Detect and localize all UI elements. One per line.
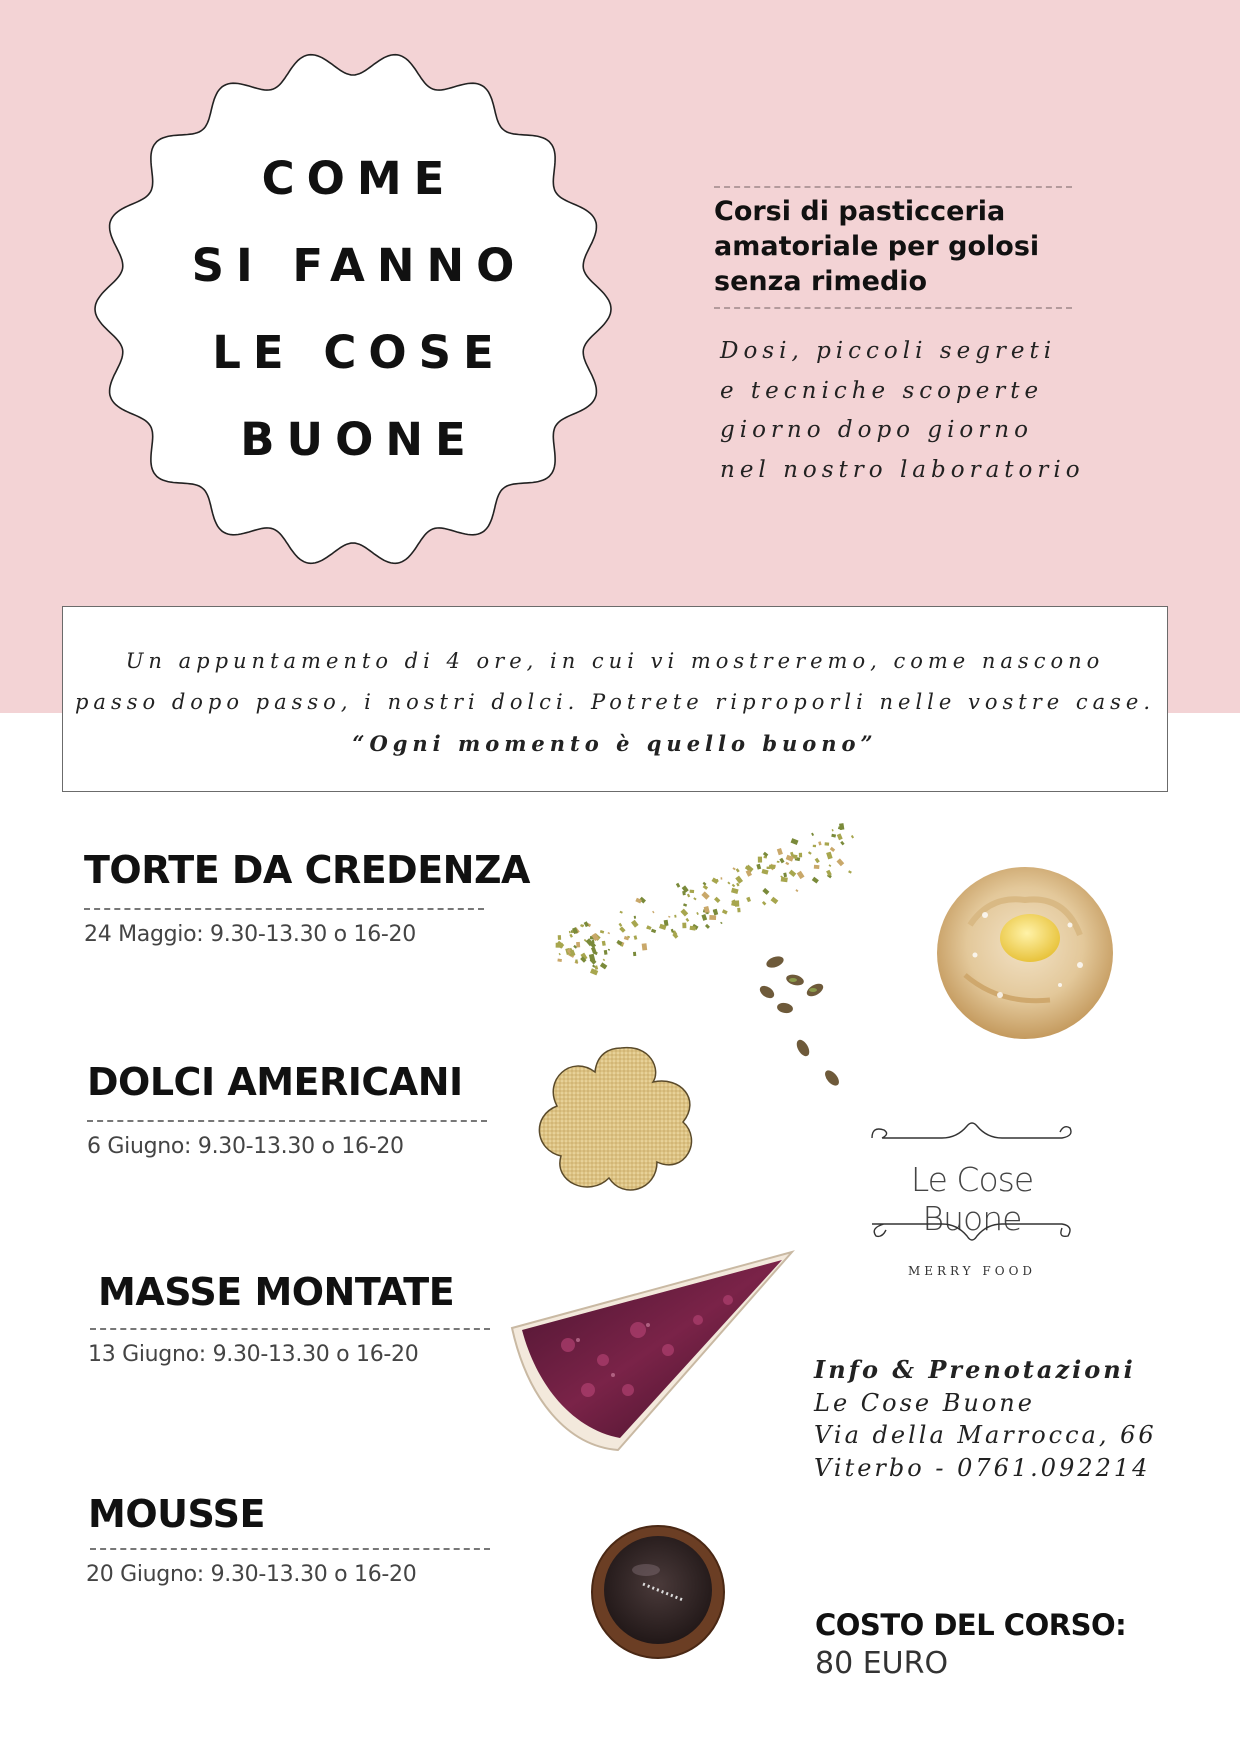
flower-cookie-image <box>533 1040 708 1200</box>
cheesecake-slice-image <box>508 1250 798 1460</box>
intro-quote: “Ogni momento è quello buono” <box>352 731 878 756</box>
tagline-block <box>714 186 1072 309</box>
sub-tagline-line-2: e tecniche scoperte <box>720 377 1044 404</box>
brand-logo <box>862 1110 1082 1290</box>
course-mousse <box>88 1492 493 1587</box>
info-block <box>814 1354 1174 1484</box>
sub-tagline-line-4: nel nostro laboratorio <box>720 456 1085 483</box>
logo-name: Le Cose Buone <box>910 1160 1034 1238</box>
hero-title <box>88 44 618 574</box>
intro-line-1: Un appuntamento di 4 ore, in cui vi mostreremo, come nascono <box>125 649 1105 673</box>
sub-tagline-line-3: giorno dopo giorno <box>720 417 1033 443</box>
course-date: 13 Giugno: 9.30-13.30 o 16-20 <box>88 1342 419 1367</box>
course-date: 24 Maggio: 9.30-13.30 o 16-20 <box>84 922 416 947</box>
course-divider <box>90 1548 490 1550</box>
hero-title-line-3: LE COSE <box>212 326 506 379</box>
tagline-line-1: Corsi di pasticceria <box>714 196 1006 227</box>
tagline-line-2: amatoriale per golosi <box>714 231 1040 262</box>
hero-title-line-2: SI FANNO <box>191 239 527 292</box>
course-date: 6 Giugno: 9.30-13.30 o 16-20 <box>87 1134 404 1159</box>
course-dolci-americani <box>87 1060 492 1159</box>
hero-title-line-1: COME <box>261 152 457 205</box>
info-line-1: Le Cose Buone <box>814 1388 1035 1417</box>
logo-subtitle: MERRY FOOD <box>907 1264 1037 1278</box>
cost-label: COSTO DEL CORSO: <box>815 1608 1127 1642</box>
course-title: MOUSSE <box>88 1492 265 1536</box>
course-title: DOLCI AMERICANI <box>87 1060 463 1104</box>
course-title: TORTE DA CREDENZA <box>84 848 530 892</box>
tagline-line-3: senza rimedio <box>714 266 928 297</box>
info-title: Info & Prenotazioni <box>814 1355 1136 1384</box>
course-torte-da-credenza <box>84 848 530 947</box>
logo-bottom-flourish <box>862 1214 1082 1254</box>
course-divider <box>90 1328 490 1330</box>
cost-block <box>815 1608 1126 1681</box>
course-divider <box>87 1120 487 1122</box>
intro-line-2: passo dopo passo, i nostri dolci. Potrete riproporli nelle vostre case. <box>74 690 1156 714</box>
tagline-divider-top <box>714 186 1072 188</box>
cost-value: 80 EURO <box>815 1646 949 1681</box>
course-title: MASSE MONTATE <box>98 1270 455 1314</box>
chocolate-tart-image <box>588 1522 728 1662</box>
info-line-2: Via della Marrocca, 66 <box>814 1421 1157 1449</box>
cream-puff-image <box>930 855 1120 1045</box>
intro-box <box>62 606 1168 792</box>
hero-title-line-4: BUONE <box>240 413 478 466</box>
sub-tagline-line-1: Dosi, piccoli segreti <box>720 338 1057 364</box>
pistachio-nuts-image <box>755 950 855 1100</box>
tagline <box>714 194 1072 299</box>
course-date: 20 Giugno: 9.30-13.30 o 16-20 <box>86 1562 417 1587</box>
tagline-divider-bottom <box>714 307 1072 309</box>
sub-tagline <box>720 332 1120 490</box>
course-masse-montate <box>86 1270 491 1367</box>
course-divider <box>84 908 484 910</box>
logo-top-flourish <box>862 1118 1082 1148</box>
info-line-3: Viterbo - 0761.092214 <box>814 1453 1151 1482</box>
